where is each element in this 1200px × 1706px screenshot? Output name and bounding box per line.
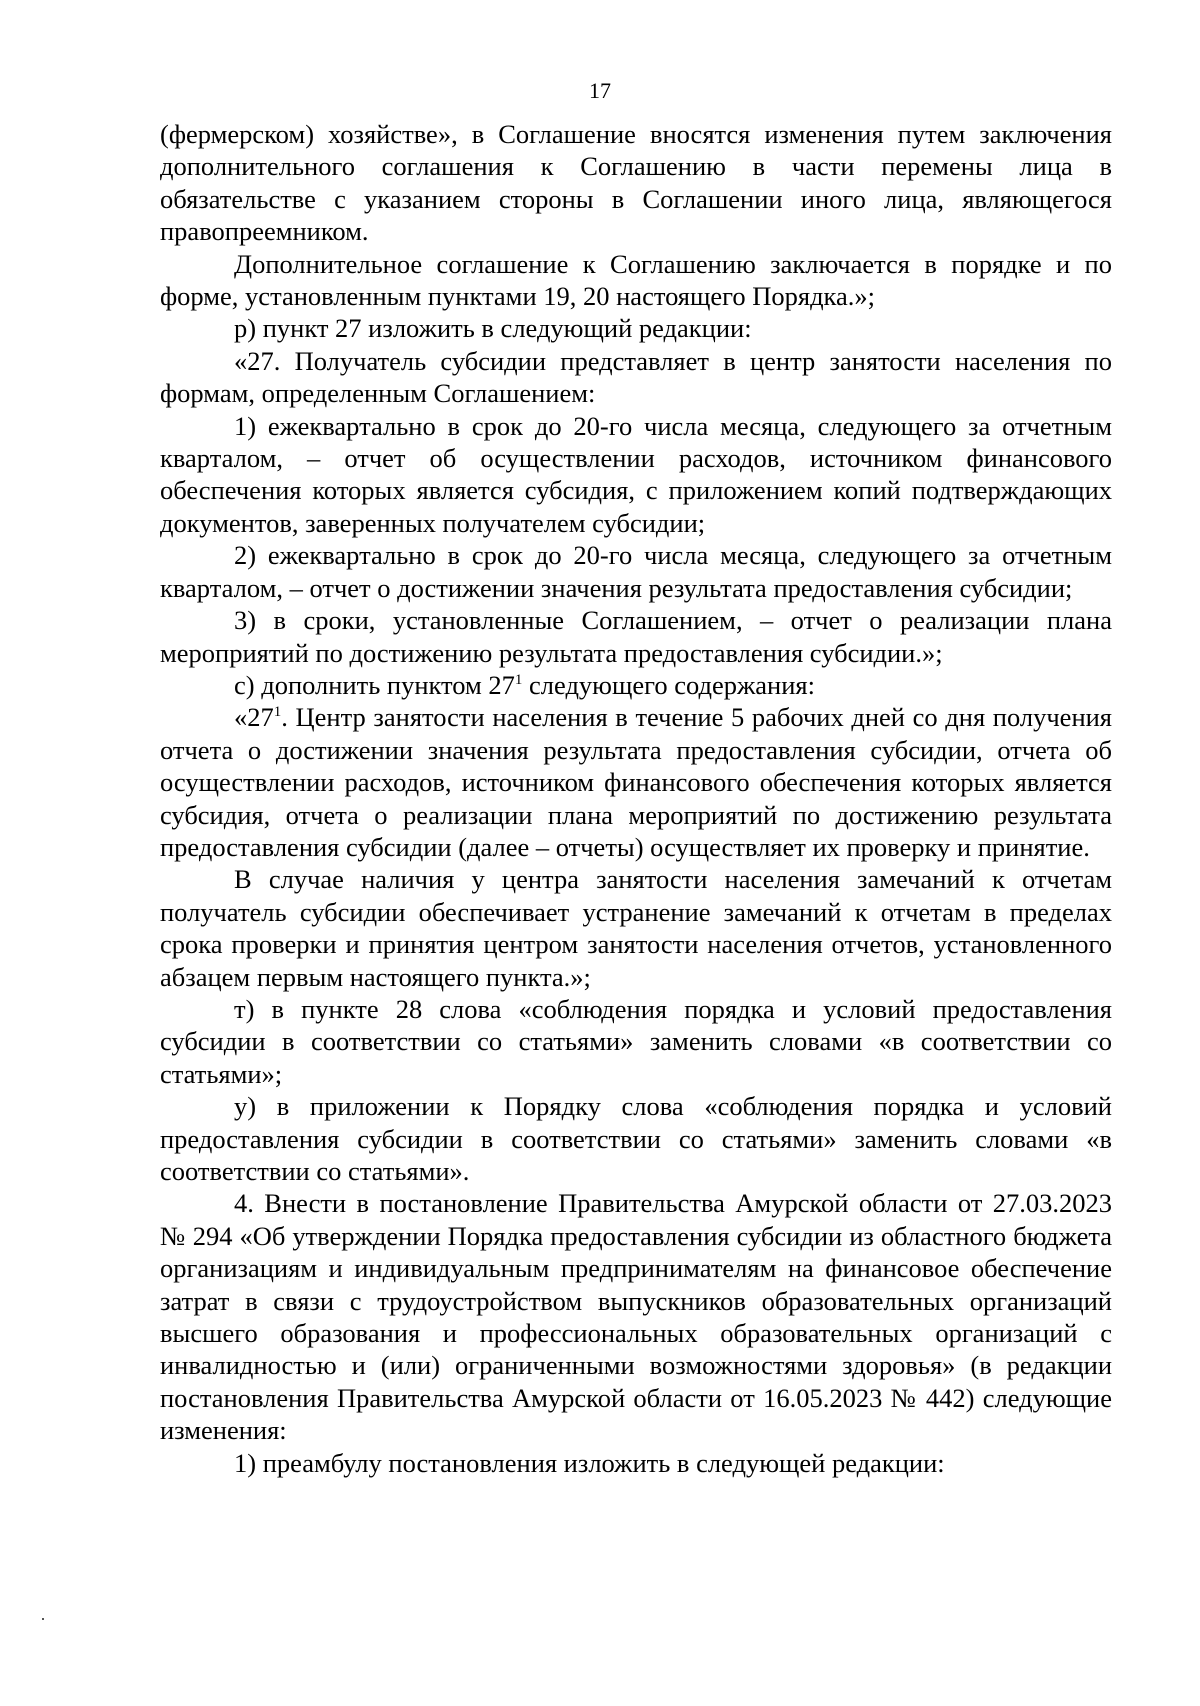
paragraph-item-r: р) пункт 27 изложить в следующий редакции: bbox=[234, 313, 752, 344]
point-27-1-superscript: 1 bbox=[273, 704, 282, 721]
point-27-1-text-before: «27 bbox=[234, 702, 274, 733]
item-s-text-before: с) дополнить пунктом 27 bbox=[234, 669, 515, 700]
paragraph-subitem-3: 3) в сроки, установленные Соглашением, – отчет о реализации плана мероприятий по достижению результата предоставления субсидии.»; bbox=[160, 605, 1112, 668]
paragraph-point-27: «27. Получатель субсидии представляет в центр занятости населения по формам, определенным Соглашением: bbox=[160, 345, 1112, 409]
paragraph-subitem-1: 1) ежеквартально в срок до 20-го числа месяца, следующего за отчетным кварталом, – отчет об осуществлении расходов, источником финансового обеспечения которых является субсидия, с приложением копий подтверждающих документов, заверенных получателем субсидии; bbox=[160, 410, 1112, 538]
paragraph-additional-agreement: Дополнительное соглашение к Соглашению заключается в порядке и по форме, установленным пунктами 19, 20 настоящего Порядка.»; bbox=[160, 248, 1112, 312]
document-body bbox=[160, 118, 1112, 1479]
scan-speck bbox=[42, 1618, 44, 1620]
paragraph-section-4: 4. Внести в постановление Правительства Амурской области от 27.03.2023 № 294 «Об утверждении Порядка предоставления субсидии из областного бюджета организациям и индивидуальным предпринимателям на финансовое обеспечение затрат в связи с трудоустройством выпускников образовательных организаций высшего образования и профессиональных образовательных организаций с инвалидностью и (или) ограниченными возможностями здоровья» (в редакции постановления Правительства Амурской области от 16.05.2023 № 442) следующие изменения: bbox=[160, 1188, 1112, 1446]
page-number: 17 bbox=[589, 78, 611, 103]
paragraph-item-s bbox=[160, 669, 1112, 701]
item-s-superscript: 1 bbox=[514, 672, 523, 689]
paragraph-subitem-2: 2) ежеквартально в срок до 20-го числа месяца, следующего за отчетным кварталом, – отчет о достижении значения результата предоставления субсидии; bbox=[160, 540, 1112, 603]
paragraph-remarks: В случае наличия у центра занятости населения замечаний к отчетам получатель субсидии обеспечивает устранение замечаний к отчетам в пределах срока проверки и принятия центром занятости населения отчетов, установленного абзацем первым настоящего пункта.»; bbox=[160, 864, 1112, 992]
item-s-text-after: следующего содержания: bbox=[522, 669, 815, 700]
paragraph-continuation: (фермерском) хозяйстве», в Соглашение вносятся изменения путем заключения дополнительного соглашения к Соглашению в части перемены лица в обязательстве с указанием стороны в Соглашении иного лица, являющегося правопреемником. bbox=[160, 119, 1112, 247]
point-27-1-text-after: . Центр занятости населения в течение 5 рабочих дней со дня получения отчета о достижении значения результата предоставления субсидии, отчета об осуществлении расходов, источником финансового обеспечения которых является субсидия, отчета о реализации плана мероприятий по достижению результата предоставления субсидии (далее – отчеты) осуществляет их проверку и принятие. bbox=[160, 702, 1112, 862]
paragraph-point-27-1 bbox=[160, 701, 1112, 863]
paragraph-item-t: т) в пункте 28 слова «соблюдения порядка и условий предоставления субсидии в соответствии со статьями» заменить словами «в соответствии со статьями»; bbox=[160, 993, 1112, 1089]
paragraph-item-u: у) в приложении к Порядку слова «соблюдения порядка и условий предоставления субсидии в соответствии со статьями» заменить словами «в соответствии со статьями». bbox=[160, 1091, 1112, 1186]
paragraph-preamble: 1) преамбулу постановления изложить в следующей редакции: bbox=[234, 1447, 945, 1478]
